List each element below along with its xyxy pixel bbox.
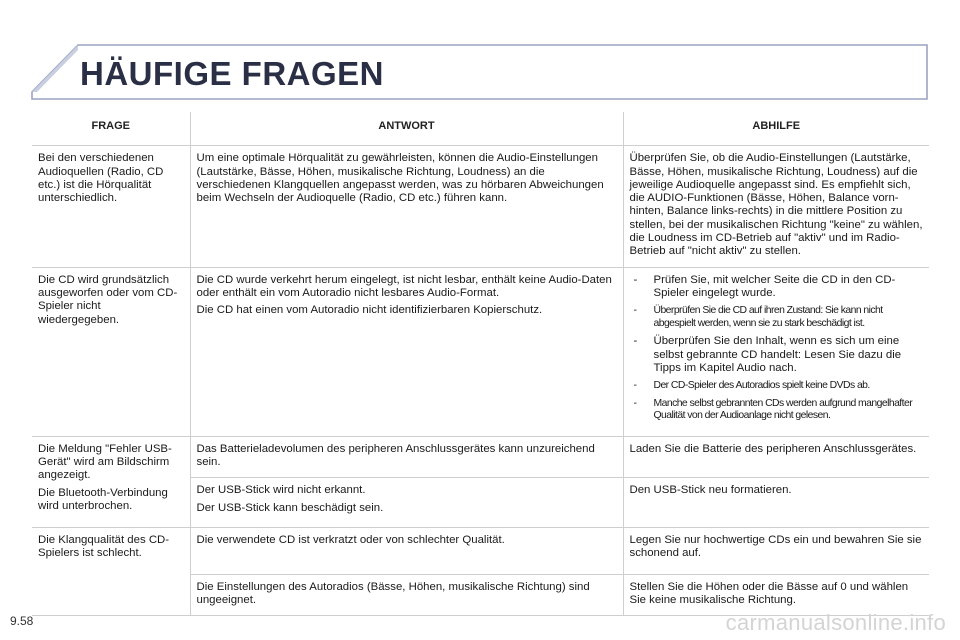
remedy-item	[630, 274, 924, 301]
answer-cell: Die verwendete CD ist verkratzt oder von schlechter Qualität.	[190, 527, 623, 574]
remedy-item	[630, 398, 924, 423]
remedy-cell	[623, 267, 929, 436]
remedy-cell: Legen Sie nur hochwertige CDs ein und bewahren Sie sie schonend auf.	[623, 527, 929, 574]
remedy-text: Prüfen Sie, mit welcher Seite die CD in den CD-Spieler eingelegt wurde.	[653, 273, 896, 299]
table-row	[32, 267, 929, 436]
question-text: Die Meldung "Fehler USB-Gerät" wird am Bildschirm angezeigt.	[38, 442, 172, 482]
table-header-row	[32, 112, 929, 146]
list-dash: -	[633, 380, 637, 392]
question-cell: Die CD wird grundsätzlich ausgeworfen oder vom CD-Spieler nicht wiedergegeben.	[32, 267, 190, 436]
question-cell	[32, 436, 190, 527]
remedy-item	[630, 380, 924, 393]
remedy-list	[630, 274, 924, 423]
answer-cell: Die Einstellungen des Autoradios (Bässe, Höhen, musikalische Richtung) sind ungeeignet.	[190, 574, 623, 616]
remedy-cell: Laden Sie die Batterie des peripheren Anschlussgerätes.	[623, 436, 929, 478]
question-text: Die Bluetooth-Verbindung wird unterbrochen.	[38, 486, 168, 512]
page-number: 9.58	[10, 614, 34, 628]
faq-table	[32, 112, 929, 616]
answer-text: Der USB-Stick kann beschädigt sein.	[196, 501, 384, 514]
answer-cell	[190, 478, 623, 528]
answer-text: Der USB-Stick wird nicht erkannt.	[196, 484, 366, 497]
list-dash: -	[633, 397, 637, 409]
remedy-text: Manche selbst gebrannten CDs werden aufgrund mangelhafter Qualität von der Audioanlage nicht gelesen.	[653, 397, 913, 422]
list-dash: -	[633, 305, 637, 317]
remedy-cell: Überprüfen Sie, ob die Audio-Einstellungen (Lautstärke, Bässe, Höhen, musikalische Richtung, Loudness) auf die jeweilige Audioquelle angepasst sind. Es empfiehlt sich, die AUDIO-Funktionen (Bässe, Höhen, Balance vorn-hinten, Balance links-rechts) in die mittlere Position zu stellen, bei der musikalischen Richtung "keine" zu wählen, die Loudness im CD-Betrieb auf "aktiv" und im Radio-Betrieb auf "nicht aktiv" zu stellen.	[623, 146, 929, 267]
remedy-text: Überprüfen Sie den Inhalt, wenn es sich um eine selbst gebrannte CD handelt: Lesen Sie dazu die Tipps im Kapitel Audio nach.	[653, 335, 902, 374]
answer-text: Die CD wurde verkehrt herum eingelegt, ist nicht lesbar, enthält keine Audio-Daten oder enthält ein vom Autoradio nicht lesbares Audio-Format.	[196, 273, 612, 299]
watermark: carmanualsonline.info	[725, 610, 946, 635]
remedy-text: Überprüfen Sie die CD auf ihren Zustand: Sie kann nicht abgespielt werden, wenn sie zu stark beschädigt ist.	[653, 305, 883, 329]
remedy-text: Der CD-Spieler des Autoradios spielt keine DVDs ab.	[653, 380, 870, 392]
answer-text: Die CD hat einen vom Autoradio nicht identifizierbaren Kopierschutz.	[196, 304, 543, 317]
list-dash: -	[633, 335, 638, 348]
list-dash: -	[633, 273, 638, 286]
remedy-item	[630, 305, 924, 330]
table-row	[32, 146, 929, 267]
table-row	[32, 527, 929, 574]
answer-cell: Das Batterieladevolumen des peripheren Anschlussgerätes kann unzureichend sein.	[190, 436, 623, 478]
table-row	[32, 436, 929, 478]
answer-cell	[190, 267, 623, 436]
remedy-item	[630, 335, 924, 375]
column-header-frage: FRAGE	[32, 112, 190, 146]
question-cell: Die Klangqualität des CD-Spielers ist schlecht.	[32, 527, 190, 616]
question-cell: Bei den verschiedenen Audioquellen (Radio, CD etc.) ist die Hörqualität unterschiedlich.	[32, 146, 190, 267]
answer-cell: Um eine optimale Hörqualität zu gewährleisten, können die Audio-Einstellungen (Lautstärke, Bässe, Höhen, musikalische Richtung, Loudness) an die verschiedenen Klangquellen angepasst werden, was zu hörbaren Abweichungen beim Wechseln der Audioquelle (Radio, CD etc.) führen kann.	[190, 146, 623, 267]
column-header-abhilfe: ABHILFE	[623, 112, 929, 146]
remedy-cell: Stellen Sie die Höhen oder die Bässe auf 0 und wählen Sie keine musikalische Richtung.	[623, 574, 929, 616]
remedy-cell: Den USB-Stick neu formatieren.	[623, 478, 929, 528]
page-title: HÄUFIGE FRAGEN	[80, 55, 384, 92]
column-header-antwort: ANTWORT	[190, 112, 623, 146]
